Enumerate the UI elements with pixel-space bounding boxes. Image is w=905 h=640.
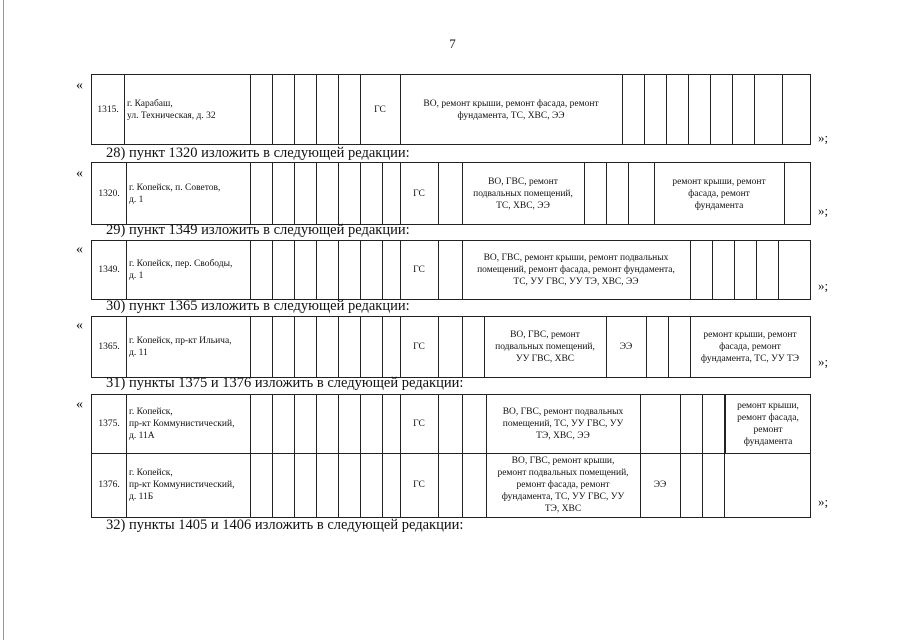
row-building-type: ГС [413,265,425,275]
row-number: 1365. [98,342,120,352]
open-quote: « [76,78,83,93]
row-works-later: ремонт крыши, ремонт фасада, ремонт фундамента, ТС, УУ ТЭ [700,330,800,364]
row-building-type: ГС [413,419,425,429]
close-quote: »; [818,494,829,509]
row-building-type: ГС [374,104,386,115]
item-heading-29: 29) пункт 1349 изложить в следующей редакции: [106,222,410,238]
row-works: ВО, ГВС, ремонт подвальных помещений, УУ ГВС, ХВС [495,330,595,364]
row-number: 1375. [98,419,120,429]
page-edge-line [3,0,4,640]
close-quote: »; [818,203,829,218]
item-heading-32: 32) пункты 1405 и 1406 изложить в следующей редакции: [106,517,464,533]
item-heading-31: 31) пункты 1375 и 1376 изложить в следующей редакции: [106,375,464,391]
row-works: ВО, ремонт крыши, ремонт фасада, ремонт фундамента, ТС, ХВС, ЭЭ [423,98,599,121]
page-number: 7 [449,36,456,51]
close-quote: »; [818,354,829,369]
row-works: ВО, ГВС, ремонт подвальных помещений, ТС, УУ ГВС, УУ ТЭ, ХВС, ЭЭ [502,407,624,441]
table-rows-1375-1376 [91,394,811,518]
row-number: 1376. [98,480,120,490]
item-heading-28: 28) пункт 1320 изложить в следующей редакции: [106,145,410,161]
row-address: г. Копейск, пер. Свободы, д. 1 [129,259,233,281]
row-number: 1320. [98,188,120,199]
row-address: г. Карабаш, ул. Техническая, д. 32 [127,98,216,121]
row-building-type: ГС [413,188,425,199]
row-works-ee: ЭЭ [619,342,633,352]
table-row-1365 [91,316,811,378]
open-quote: « [76,242,83,257]
table-row-1349 [91,240,811,300]
open-quote: « [76,318,83,333]
open-quote: « [76,397,83,412]
table-row-1320 [91,162,811,225]
table-row-1315 [91,74,811,145]
row-address: г. Копейск, п. Советов, д. 1 [129,182,221,205]
row-building-type: ГС [413,342,425,352]
row-address: г. Копейск, пр-кт Коммунистический, д. 11А [129,407,235,441]
close-quote: »; [818,278,829,293]
row-works: ВО, ГВС, ремонт крыши, ремонт подвальных помещений, ремонт фасада, ремонт фундамента, ТС, УУ ГВС, УУ ТЭ, ХВС [497,456,629,514]
row-address: г. Копейск, пр-кт Коммунистический, д. 11Б [129,468,235,502]
row-works: ВО, ГВС, ремонт подвальных помещений, ТС, ХВС, ЭЭ [473,176,573,211]
row-works-ee: ЭЭ [653,480,667,490]
row-works-later: ремонт крыши, ремонт фасада, ремонт фундамента [737,401,799,447]
row-building-type: ГС [413,480,425,490]
item-heading-30: 30) пункт 1365 изложить в следующей редакции: [106,298,410,314]
row-address: г. Копейск, пр-кт Ильича, д. 11 [129,336,232,358]
row-works-later: ремонт крыши, ремонт фасада, ремонт фундамента [672,176,766,211]
open-quote: « [76,166,83,181]
row-number: 1349. [98,265,120,275]
close-quote: »; [818,130,829,145]
row-number: 1315. [97,104,119,115]
row-works: ВО, ГВС, ремонт крыши, ремонт подвальных помещений, ремонт фасада, ремонт фундамента, ТС, УУ ГВС, УУ ТЭ, ХВС, ЭЭ [477,253,675,287]
